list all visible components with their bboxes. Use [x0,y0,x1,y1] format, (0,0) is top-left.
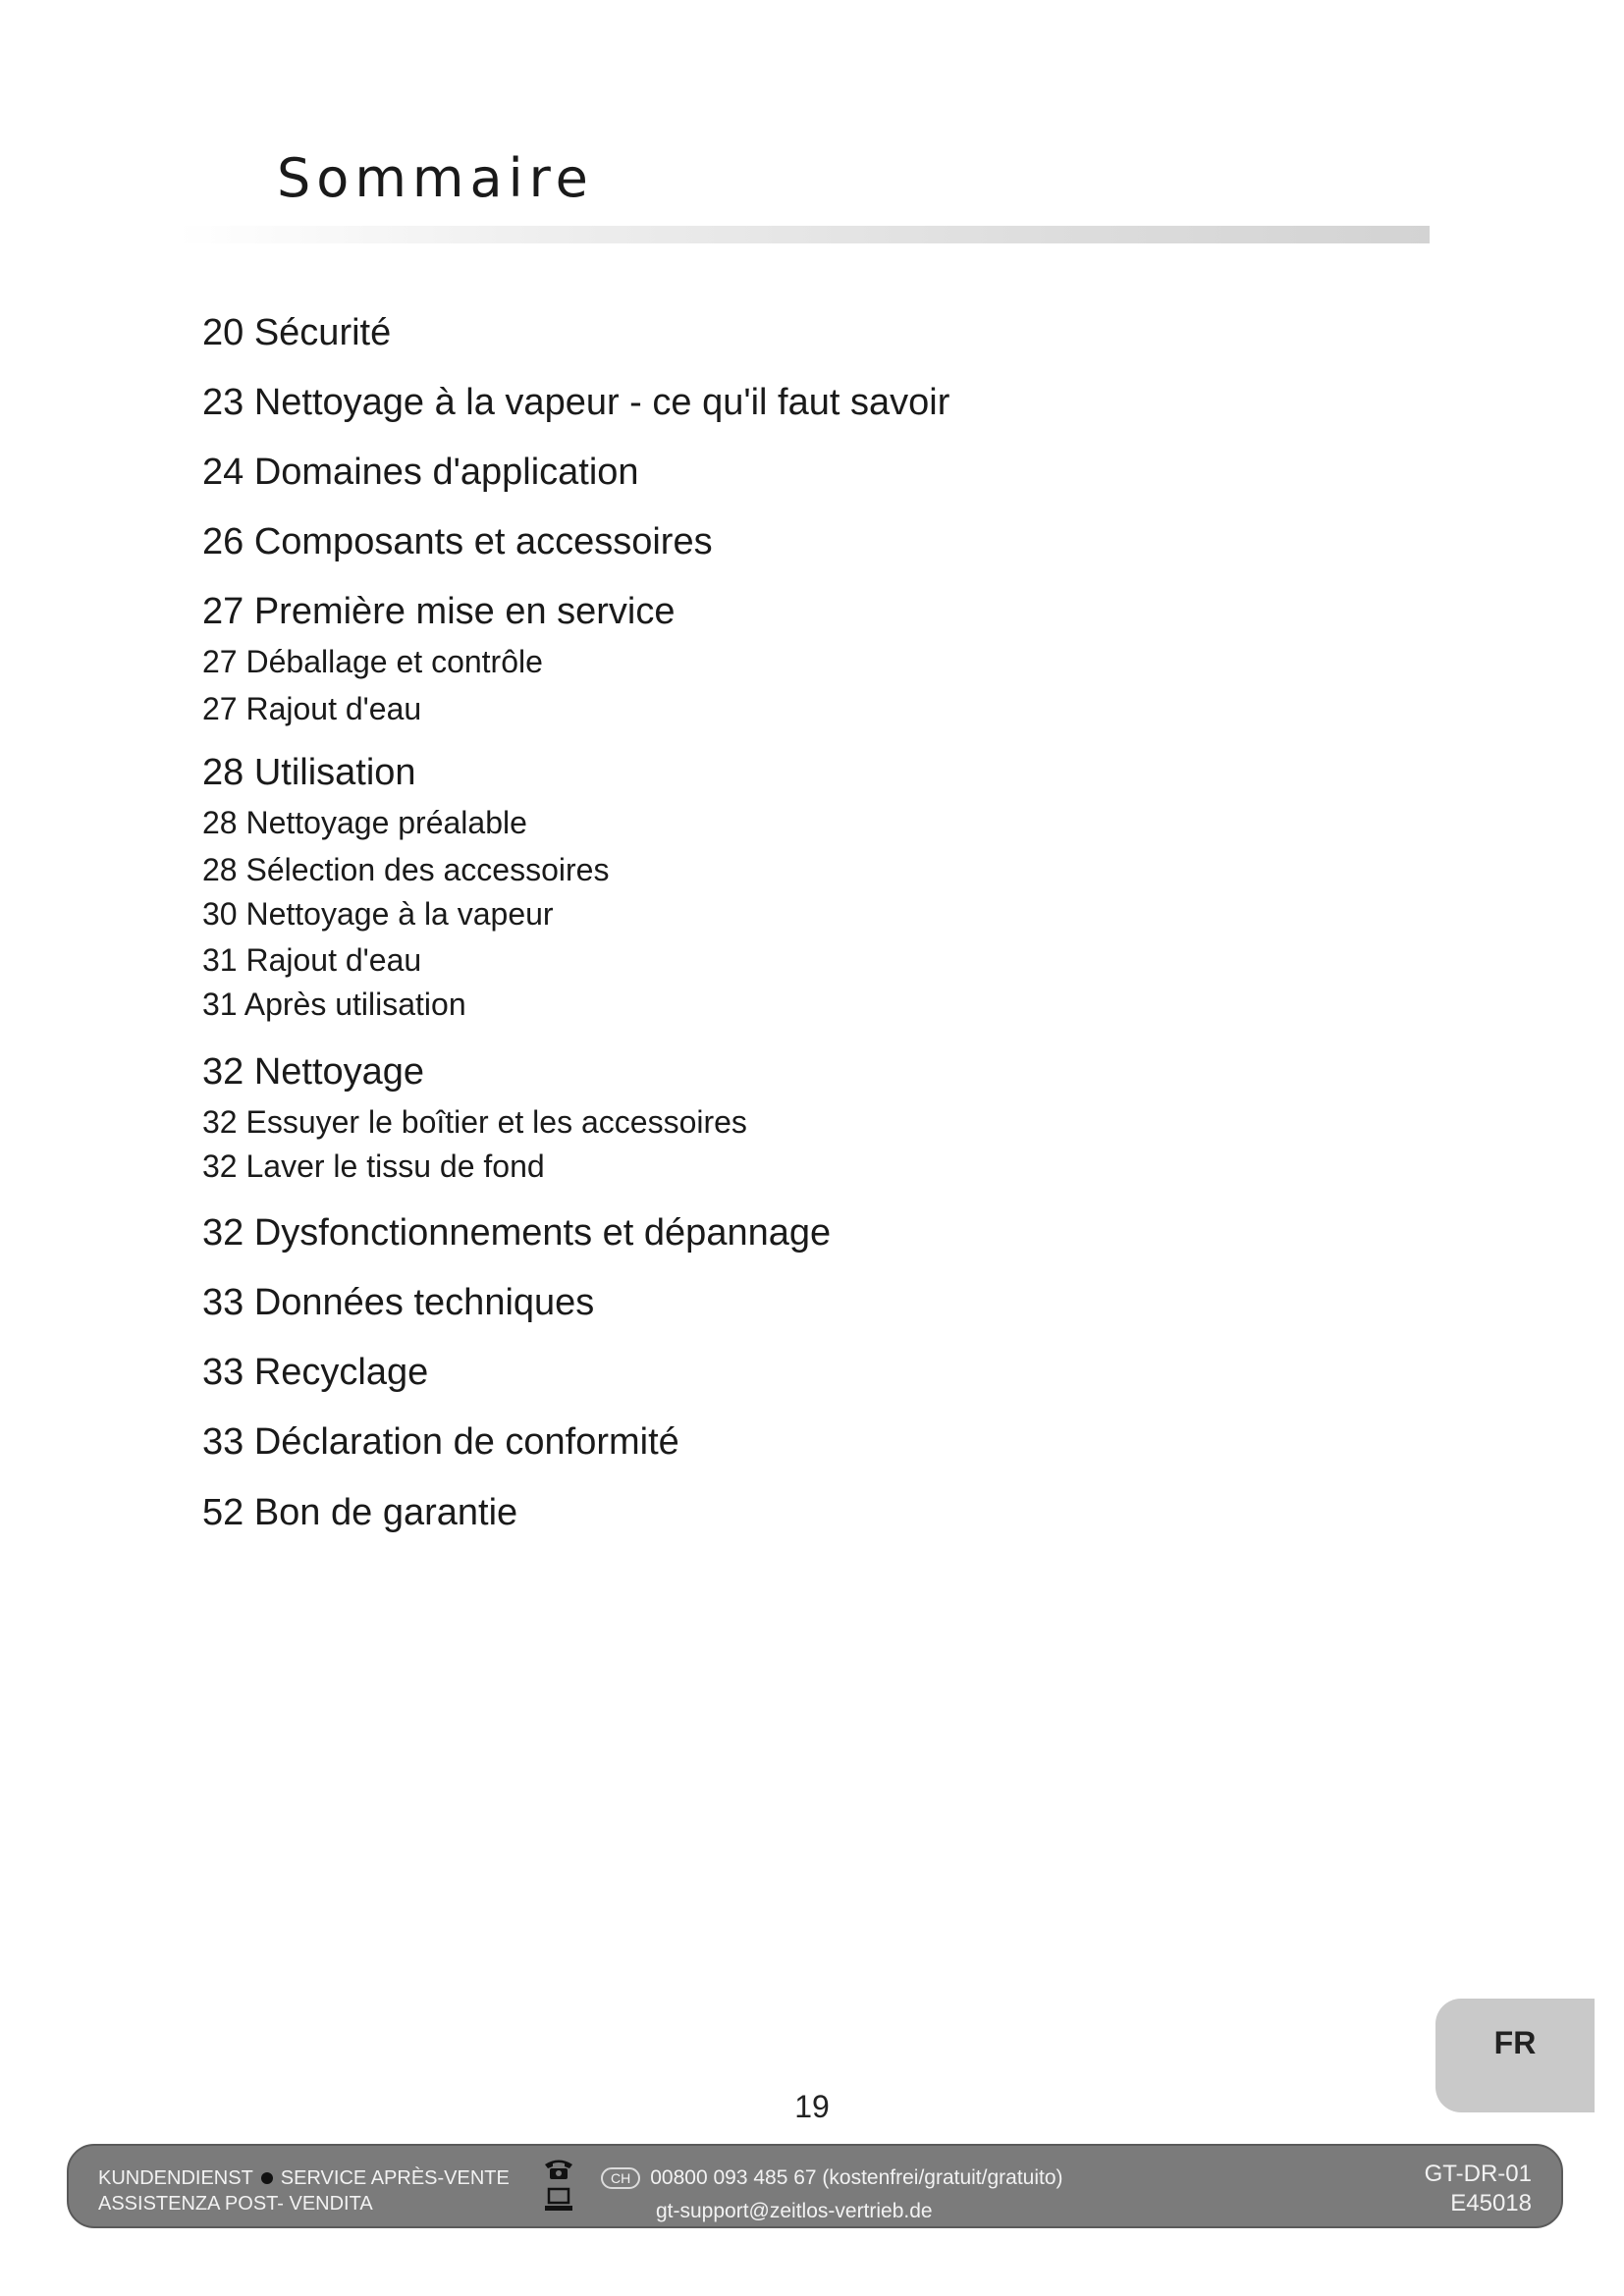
toc-entry: 28 Utilisation [202,752,416,793]
toc-entry: 20 Sécurité [202,312,392,353]
contact-info [601,2162,1063,2228]
toc-entry: 52 Bon de garantie [202,1492,518,1533]
phone-icon [542,2156,575,2181]
country-badge: CH [601,2167,640,2189]
service-labels [98,2165,510,2216]
service-label-de: KUNDENDIENST [98,2167,253,2189]
model-info [1425,2160,1532,2218]
bullet-icon [261,2172,273,2184]
toc-subentry: 31 Rajout d'eau [202,942,422,978]
toc-entry: 23 Nettoyage à la vapeur - ce qu'il faut savoir [202,382,950,423]
toc-subentry: 32 Laver le tissu de fond [202,1148,545,1184]
model-number: GT-DR-01 [1424,2161,1532,2187]
footer-bar [67,2144,1563,2228]
service-label-fr: SERVICE APRÈS-VENTE [280,2167,510,2189]
toc-entry: 26 Composants et accessoires [202,521,713,562]
toc-entry: 32 Nettoyage [202,1051,425,1093]
toc-entry: 32 Dysfonctionnements et dépannage [202,1212,832,1254]
toc-entry: 24 Domaines d'application [202,452,639,493]
toc-subentry: 27 Déballage et contrôle [202,644,543,679]
toc-subentry: 27 Rajout d'eau [202,691,422,726]
title-underline [177,226,1430,243]
toc-subentry: 30 Nettoyage à la vapeur [202,896,554,932]
service-label-it: ASSISTENZA POST- VENDITA [98,2193,373,2215]
toc-entry: 33 Recyclage [202,1352,429,1393]
article-code: E45018 [1450,2190,1532,2216]
toc-subentry: 28 Sélection des accessoires [202,852,610,887]
toc-subentry: 28 Nettoyage préalable [202,805,527,840]
toc-entry: 33 Déclaration de conformité [202,1421,679,1463]
contact-icons [542,2156,577,2218]
phone-number: 00800 093 485 67 (kostenfrei/gratuit/gratuito) [650,2166,1063,2189]
toc-entry: 33 Données techniques [202,1282,595,1323]
page-title: Sommaire [277,147,594,209]
language-label: FR [1493,2024,1537,2060]
toc-entry: 27 Première mise en service [202,591,676,632]
toc-subentry: 32 Essuyer le boîtier et les accessoires [202,1104,747,1140]
support-email: gt-support@zeitlos-vertrieb.de [656,2200,933,2222]
computer-icon [542,2187,575,2213]
toc-subentry: 31 Après utilisation [202,987,466,1022]
page-number: 19 [794,2089,830,2124]
